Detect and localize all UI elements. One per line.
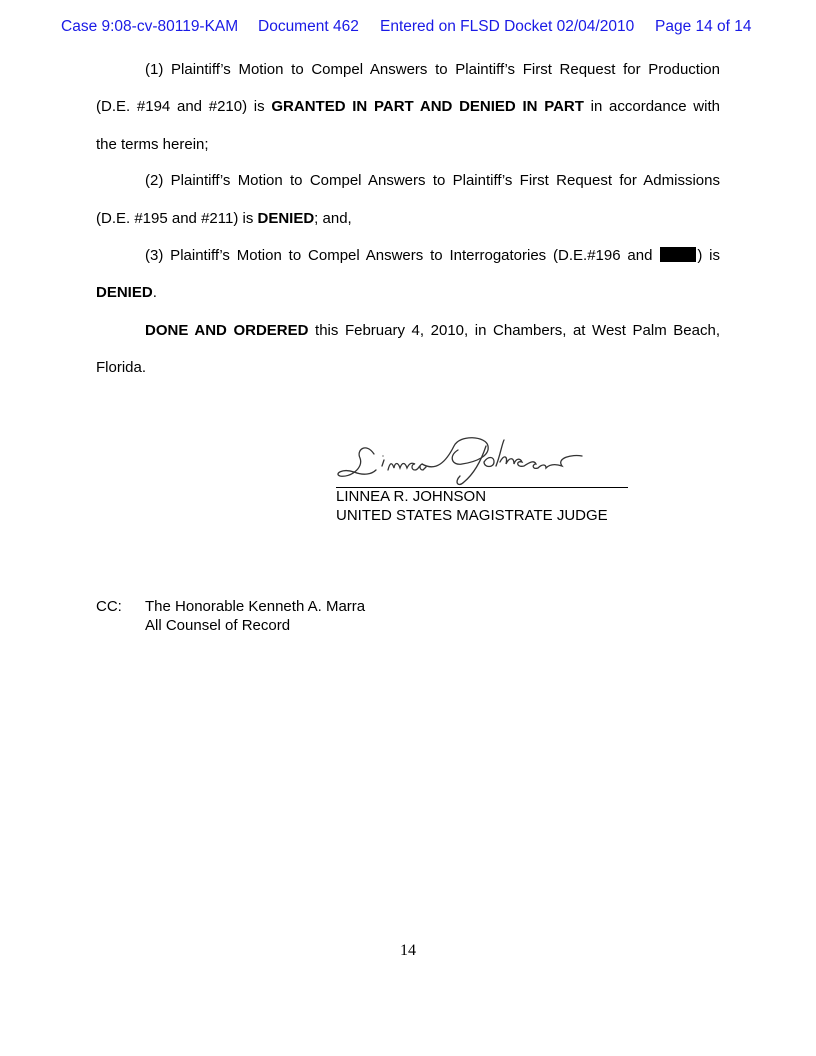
text: ) is xyxy=(697,247,720,264)
item2-line2 xyxy=(96,210,720,228)
redaction-box xyxy=(660,247,696,262)
item2-line1: (2) Plaintiff’s Motion to Compel Answers to Plaintiff’s First Request for Admissions xyxy=(145,172,720,189)
text: ; and, xyxy=(314,210,352,227)
page-number: 14 xyxy=(400,942,416,959)
done-and-ordered-line1 xyxy=(145,322,720,340)
item1-line2 xyxy=(96,98,720,116)
handwritten-signature xyxy=(336,432,628,488)
text: . xyxy=(152,284,157,301)
text: in accordance with xyxy=(583,98,720,115)
judge-title: UNITED STATES MAGISTRATE JUDGE xyxy=(336,507,608,524)
item3-line1 xyxy=(145,247,720,265)
item1-line3: the terms herein; xyxy=(96,136,209,153)
judge-name: LINNEA R. JOHNSON xyxy=(336,488,487,505)
ruling-denied: DENIED xyxy=(257,210,315,227)
item1-line1: (1) Plaintiff’s Motion to Compel Answers to Plaintiff’s First Request for Production xyxy=(145,61,720,78)
text: (3) Plaintiff’s Motion to Compel Answers to Interrogatories (D.E.#196 and xyxy=(145,247,653,264)
ruling-denied: DENIED xyxy=(96,284,153,301)
case-number: Case 9:08-cv-80119-KAM xyxy=(61,18,239,35)
text: (D.E. #194 and #210) is xyxy=(96,98,272,115)
ruling-granted-in-part: GRANTED IN PART AND DENIED IN PART xyxy=(271,98,584,115)
done-and-ordered-line2: Florida. xyxy=(96,359,147,376)
text: (D.E. #195 and #211) is xyxy=(96,210,258,227)
cc-recipient: The Honorable Kenneth A. Marra xyxy=(145,598,366,615)
page-indicator: Page 14 of 14 xyxy=(655,18,752,35)
cc-label: CC: xyxy=(96,598,122,615)
entered-date: Entered on FLSD Docket 02/04/2010 xyxy=(380,18,635,35)
item3-line2 xyxy=(96,284,720,302)
done-and-ordered: DONE AND ORDERED xyxy=(145,322,309,339)
text: this February 4, 2010, in Chambers, at West Palm Beach, xyxy=(308,322,720,339)
cc-recipient: All Counsel of Record xyxy=(145,617,291,634)
document-number: Document 462 xyxy=(258,18,359,35)
